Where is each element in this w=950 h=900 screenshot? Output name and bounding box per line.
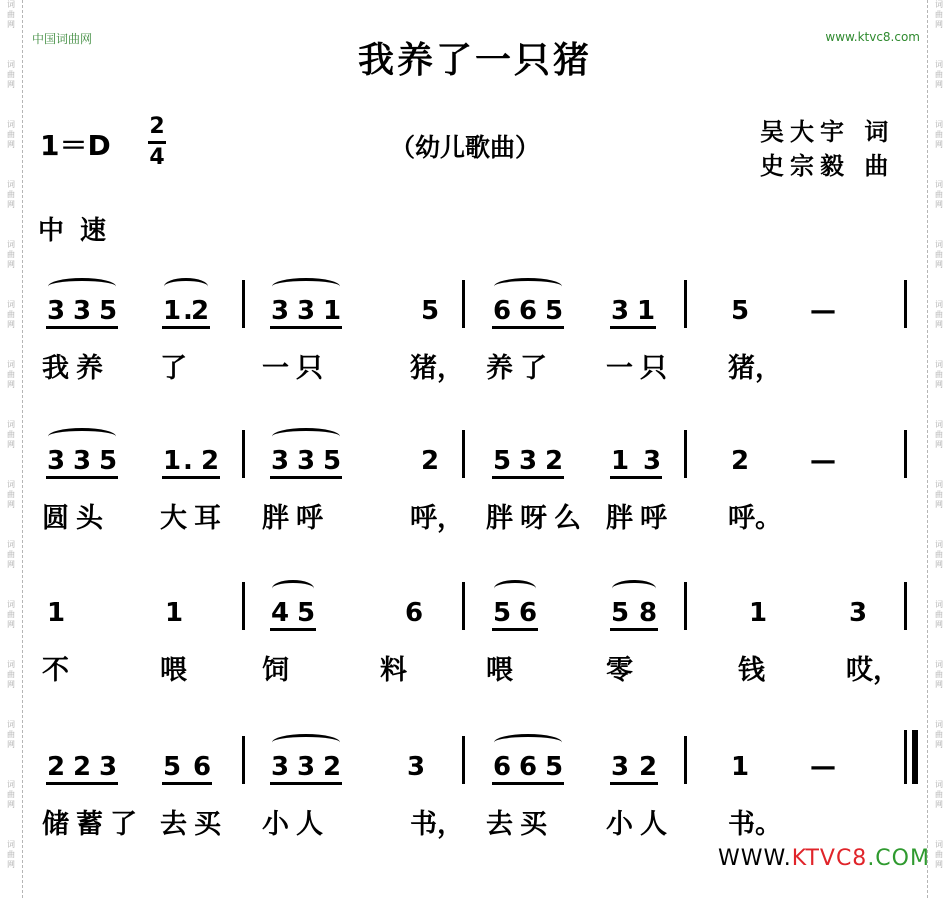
- note: 2: [72, 752, 92, 782]
- beam-underline: [162, 326, 210, 329]
- note: 3: [610, 296, 630, 326]
- bar-line: [684, 280, 687, 328]
- note: 1: [636, 296, 656, 326]
- watermark-char: 曲: [935, 610, 943, 619]
- watermark-char: 网: [7, 680, 15, 689]
- beam-underline: [270, 326, 342, 329]
- composer-credit: 史宗毅 曲: [760, 152, 895, 180]
- note: 1: [164, 598, 184, 628]
- watermark-char: 词: [935, 840, 943, 849]
- slur: [612, 580, 656, 597]
- watermark-char: 词: [7, 120, 15, 129]
- watermark-char: 词: [7, 60, 15, 69]
- watermark-char: 曲: [7, 850, 15, 859]
- tempo-marking: 中速: [38, 216, 123, 246]
- lyric-syllable: 养: [486, 353, 513, 384]
- lyric-syllable: 钱: [738, 655, 765, 686]
- meter-numerator: 2: [149, 114, 165, 139]
- slur: [272, 580, 314, 597]
- watermark-char: 网: [935, 500, 943, 509]
- watermark-char: 网: [935, 680, 943, 689]
- note: 2: [200, 446, 220, 476]
- watermark-char: 词: [7, 180, 15, 189]
- note: 6: [518, 296, 538, 326]
- lyric-syllable: 呀: [520, 503, 547, 534]
- lyric-syllable: 小: [606, 809, 633, 840]
- watermark-char: 曲: [7, 610, 15, 619]
- note: 2: [638, 752, 658, 782]
- watermark-char: 曲: [7, 370, 15, 379]
- note: 3: [610, 752, 630, 782]
- lyric-syllable: 买: [194, 809, 221, 840]
- watermark-char: 网: [7, 560, 15, 569]
- sustain-dash: —: [810, 296, 836, 326]
- beam-underline: [46, 476, 118, 479]
- beam-underline: [492, 782, 564, 785]
- note: 3: [296, 446, 316, 476]
- beam-underline: [610, 476, 662, 479]
- watermark-char: 曲: [935, 130, 943, 139]
- beam-underline: [162, 476, 220, 479]
- watermark-char: 网: [935, 140, 943, 149]
- watermark-char: 网: [935, 200, 943, 209]
- note: 3: [46, 296, 66, 326]
- watermark-char: 曲: [7, 490, 15, 499]
- watermark-char: 曲: [7, 250, 15, 259]
- note: 3: [98, 752, 118, 782]
- bar-line: [242, 736, 245, 784]
- watermark-char: 网: [7, 800, 15, 809]
- lyric-syllable: 了: [110, 809, 137, 840]
- lyric-syllable: 人: [296, 809, 323, 840]
- beam-underline: [610, 326, 656, 329]
- watermark-char: 词: [7, 360, 15, 369]
- watermark-char: 网: [935, 560, 943, 569]
- bar-line: [684, 582, 687, 630]
- watermark-char: 网: [7, 500, 15, 509]
- watermark-char: 词: [7, 720, 15, 729]
- note: 3: [518, 446, 538, 476]
- lyric-syllable: 人: [640, 809, 667, 840]
- watermark-char: 词: [935, 240, 943, 249]
- lyric-syllable: 蓄: [76, 809, 103, 840]
- watermark-char: 词: [935, 120, 943, 129]
- lyricist-credit: 吴大宇 词: [760, 118, 895, 146]
- note: 8: [638, 598, 658, 628]
- watermark-char: 曲: [935, 430, 943, 439]
- watermark-char: 曲: [935, 850, 943, 859]
- note-dot: .: [183, 296, 193, 326]
- note: 6: [404, 598, 424, 628]
- beam-underline: [492, 326, 564, 329]
- note: 3: [72, 296, 92, 326]
- watermark-char: 曲: [7, 730, 15, 739]
- note-dot: .: [183, 446, 193, 476]
- meter-denominator: 4: [149, 145, 165, 170]
- watermark-char: 词: [935, 0, 943, 9]
- bar-line: [462, 280, 465, 328]
- bar-line: [462, 582, 465, 630]
- slur: [272, 428, 340, 445]
- lyric-syllable: 胖: [486, 503, 513, 534]
- watermark-char: 网: [7, 380, 15, 389]
- note: 2: [190, 296, 210, 326]
- lyric-syllable: 我: [42, 353, 69, 384]
- lyric-syllable: 饲: [262, 655, 289, 686]
- watermark-char: 网: [7, 860, 15, 869]
- slur: [494, 580, 536, 597]
- meter-fraction-bar: [148, 141, 166, 144]
- lyric-syllable: 呼: [640, 503, 667, 534]
- watermark-char: 曲: [935, 370, 943, 379]
- slur: [272, 278, 340, 295]
- note: 3: [296, 752, 316, 782]
- lyric-syllable: 圆: [42, 503, 69, 534]
- lyric-syllable: 了: [160, 353, 187, 384]
- beam-underline: [270, 476, 342, 479]
- beam-underline: [270, 782, 342, 785]
- watermark-char: 词: [935, 600, 943, 609]
- watermark-char: 网: [7, 440, 15, 449]
- watermark-char: 网: [7, 620, 15, 629]
- lyric-syllable: 只: [640, 353, 667, 384]
- site-url-right: www.ktvc8.com: [825, 30, 920, 44]
- lyric-syllable: 一: [606, 353, 633, 384]
- watermark-char: 词: [935, 360, 943, 369]
- note: 5: [162, 752, 182, 782]
- watermark-char: 曲: [7, 430, 15, 439]
- lyric-syllable: 养: [76, 353, 103, 384]
- slur: [164, 278, 208, 295]
- note: 5: [492, 598, 512, 628]
- watermark-char: 词: [935, 480, 943, 489]
- lyric-syllable: 料: [380, 655, 407, 686]
- watermark-char: 曲: [935, 310, 943, 319]
- note: 2: [730, 446, 750, 476]
- watermark-char: 词: [935, 780, 943, 789]
- note: 3: [642, 446, 662, 476]
- watermark-char: 网: [7, 260, 15, 269]
- bar-line: [462, 736, 465, 784]
- note: 3: [848, 598, 868, 628]
- final-barline-thick: [912, 730, 918, 784]
- watermark-char: 词: [935, 180, 943, 189]
- note: 3: [46, 446, 66, 476]
- lyric-syllable: 喂: [160, 655, 187, 686]
- lyric-syllable: 呼: [296, 503, 323, 534]
- watermark-char: 网: [935, 380, 943, 389]
- watermark-char: 曲: [7, 310, 15, 319]
- watermark-char: 网: [7, 740, 15, 749]
- note: 3: [270, 752, 290, 782]
- beam-underline: [162, 782, 212, 785]
- watermark-char: 曲: [935, 10, 943, 19]
- song-genre: （幼儿歌曲）: [390, 133, 541, 162]
- bar-line: [904, 430, 907, 478]
- time-signature: [148, 114, 166, 171]
- song-title: 我养了一只猪: [357, 40, 592, 81]
- watermark-char: 网: [935, 440, 943, 449]
- watermark-char: 曲: [935, 190, 943, 199]
- note: 6: [492, 752, 512, 782]
- watermark-char: 曲: [935, 550, 943, 559]
- lyric-syllable: 大: [160, 503, 187, 534]
- note: 2: [420, 446, 440, 476]
- watermark-char: 词: [7, 840, 15, 849]
- note: 5: [98, 446, 118, 476]
- beam-underline: [610, 782, 658, 785]
- watermark-char: 网: [7, 20, 15, 29]
- note: 5: [544, 296, 564, 326]
- lyric-syllable: 呼，: [410, 503, 464, 534]
- note: 2: [46, 752, 66, 782]
- slur: [494, 734, 562, 751]
- note: 2: [322, 752, 342, 782]
- bar-line: [684, 430, 687, 478]
- watermark-char: 曲: [7, 10, 15, 19]
- watermark-char: 网: [935, 860, 943, 869]
- lyric-syllable: 喂: [486, 655, 513, 686]
- watermark-char: 曲: [935, 490, 943, 499]
- watermark-char: 词: [7, 300, 15, 309]
- lyric-syllable: 不: [42, 655, 69, 686]
- lyric-syllable: 胖: [606, 503, 633, 534]
- watermark-char: 曲: [7, 190, 15, 199]
- bar-line: [462, 430, 465, 478]
- note: 1: [730, 752, 750, 782]
- lyric-syllable: 储: [42, 809, 69, 840]
- final-barline-thin: [904, 730, 907, 784]
- watermark-char: 词: [7, 0, 15, 9]
- lyric-syllable: 么: [554, 503, 581, 534]
- note: 1: [46, 598, 66, 628]
- note: 6: [518, 598, 538, 628]
- watermark-char: 词: [7, 420, 15, 429]
- slur: [48, 278, 116, 295]
- watermark-char: 词: [935, 720, 943, 729]
- watermark-char: 网: [7, 140, 15, 149]
- watermark-char: 曲: [7, 70, 15, 79]
- watermark-char: 网: [7, 320, 15, 329]
- bar-line: [904, 582, 907, 630]
- watermark-char: 词: [7, 600, 15, 609]
- lyric-syllable: 买: [520, 809, 547, 840]
- note: 5: [322, 446, 342, 476]
- slur: [48, 428, 116, 445]
- watermark-char: 网: [7, 80, 15, 89]
- slur: [272, 734, 340, 751]
- lyric-syllable: 呼。: [728, 503, 782, 534]
- note: 3: [270, 446, 290, 476]
- lyric-syllable: 书。: [728, 809, 782, 840]
- beam-underline: [46, 782, 118, 785]
- note: 3: [72, 446, 92, 476]
- lyric-syllable: 耳: [194, 503, 221, 534]
- note: 3: [270, 296, 290, 326]
- beam-underline: [270, 628, 316, 631]
- watermark-char: 网: [7, 200, 15, 209]
- watermark-char: 词: [7, 780, 15, 789]
- watermark-char: 曲: [935, 70, 943, 79]
- note: 5: [420, 296, 440, 326]
- footer-logo: [718, 846, 930, 871]
- watermark-column: [928, 0, 950, 900]
- watermark-char: 网: [935, 320, 943, 329]
- slur: [494, 278, 562, 295]
- lyric-syllable: 猪，: [728, 353, 782, 384]
- bar-line: [242, 582, 245, 630]
- watermark-char: 网: [935, 20, 943, 29]
- bar-line: [904, 280, 907, 328]
- watermark-column: [0, 0, 22, 900]
- watermark-char: 词: [7, 480, 15, 489]
- note: 1: [748, 598, 768, 628]
- watermark-char: 曲: [7, 670, 15, 679]
- note: 5: [296, 598, 316, 628]
- lyric-syllable: 胖: [262, 503, 289, 534]
- watermark-char: 词: [935, 60, 943, 69]
- lyric-syllable: 头: [76, 503, 103, 534]
- beam-underline: [46, 326, 118, 329]
- note: 1: [610, 446, 630, 476]
- watermark-char: 词: [935, 540, 943, 549]
- watermark-char: 网: [935, 740, 943, 749]
- sustain-dash: —: [810, 446, 836, 476]
- watermark-char: 词: [7, 240, 15, 249]
- beam-underline: [610, 628, 658, 631]
- lyric-syllable: 猪，: [410, 353, 464, 384]
- lyric-syllable: 书，: [410, 809, 464, 840]
- note: 1: [322, 296, 342, 326]
- note: 6: [492, 296, 512, 326]
- watermark-char: 曲: [7, 130, 15, 139]
- note: 5: [544, 752, 564, 782]
- lyric-syllable: 只: [296, 353, 323, 384]
- bar-line: [684, 736, 687, 784]
- watermark-char: 网: [935, 80, 943, 89]
- lyric-syllable: 去: [486, 809, 513, 840]
- note: 6: [518, 752, 538, 782]
- watermark-char: 词: [935, 660, 943, 669]
- watermark-char: 曲: [935, 250, 943, 259]
- beam-underline: [492, 476, 564, 479]
- key-signature: 1＝D: [40, 129, 111, 162]
- note: 5: [492, 446, 512, 476]
- sustain-dash: —: [810, 752, 836, 782]
- lyric-syllable: 哎，: [846, 655, 900, 686]
- watermark-char: 词: [7, 660, 15, 669]
- note: 5: [98, 296, 118, 326]
- lyric-syllable: 去: [160, 809, 187, 840]
- watermark-char: 网: [935, 800, 943, 809]
- bar-line: [242, 280, 245, 328]
- site-name-left: 中国词曲网: [32, 32, 93, 46]
- lyric-syllable: 一: [262, 353, 289, 384]
- watermark-char: 词: [935, 420, 943, 429]
- watermark-char: 词: [935, 300, 943, 309]
- watermark-char: 曲: [935, 790, 943, 799]
- watermark-char: 网: [935, 620, 943, 629]
- watermark-char: 曲: [935, 730, 943, 739]
- footer-logo-brand: KTVC8: [791, 846, 868, 871]
- beam-underline: [492, 628, 538, 631]
- note: 5: [730, 296, 750, 326]
- watermark-char: 网: [935, 260, 943, 269]
- note: 3: [296, 296, 316, 326]
- note: 3: [406, 752, 426, 782]
- footer-logo-domain: .COM: [867, 846, 930, 871]
- lyric-syllable: 了: [520, 353, 547, 384]
- watermark-char: 曲: [935, 670, 943, 679]
- lyric-syllable: 零: [606, 655, 633, 686]
- note: 6: [192, 752, 212, 782]
- note: 1: [162, 446, 182, 476]
- footer-logo-www: WWW.: [718, 846, 792, 871]
- lyric-syllable: 小: [262, 809, 289, 840]
- watermark-char: 曲: [7, 790, 15, 799]
- watermark-char: 词: [7, 540, 15, 549]
- note: 5: [610, 598, 630, 628]
- bar-line: [242, 430, 245, 478]
- note: 1: [162, 296, 182, 326]
- note: 4: [270, 598, 290, 628]
- note: 2: [544, 446, 564, 476]
- watermark-char: 曲: [7, 550, 15, 559]
